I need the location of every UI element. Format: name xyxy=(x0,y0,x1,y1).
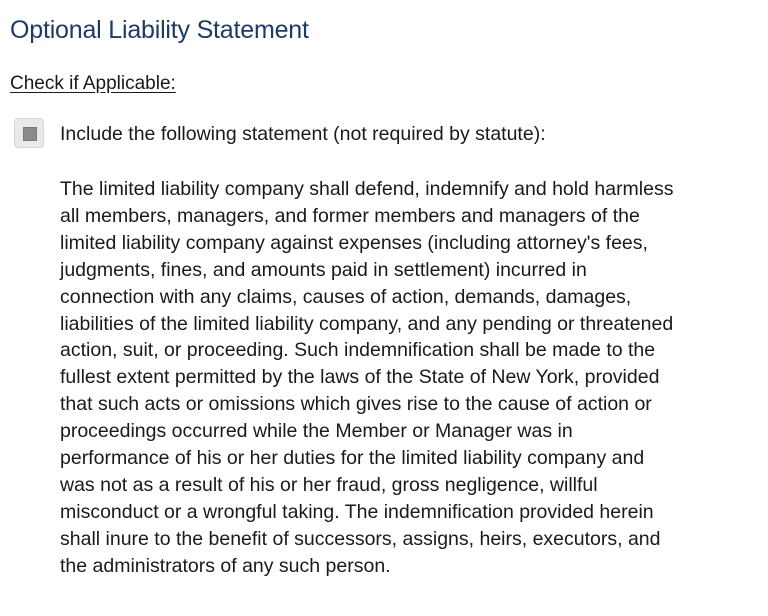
statement-line: fullest extent permitted by the laws of the State of New York, provided xyxy=(60,366,660,389)
statement-line: connection with any claims, causes of action, demands, damages, xyxy=(60,285,632,308)
statement-line: The limited liability company shall defend, indemnify and hold harmless xyxy=(60,178,674,200)
liability-statement-text xyxy=(60,176,765,580)
include-statement-checkbox[interactable] xyxy=(14,118,44,148)
statement-line: judgments, fines, and amounts paid in settlement) incurred in xyxy=(60,258,587,281)
statement-line: performance of his or her duties for the limited liability company and xyxy=(60,447,645,470)
statement-line: limited liability company against expenses (including attorney's fees, xyxy=(60,231,648,254)
include-statement-label[interactable]: Include the following statement (not required by statute): xyxy=(60,123,546,145)
statement-line: the administrators of any such person. xyxy=(60,554,391,577)
statement-line: was not as a result of his or her fraud, gross negligence, willful xyxy=(60,473,598,496)
statement-line: misconduct or a wrongful taking. The indemnification provided herein xyxy=(60,500,654,523)
checkbox-square-icon xyxy=(23,127,37,141)
statement-line: all members, managers, and former members and managers of the xyxy=(60,204,640,227)
statement-line: liabilities of the limited liability company, and any pending or threatened xyxy=(60,312,674,335)
statement-line: proceedings occurred while the Member or Manager was in xyxy=(60,420,573,443)
statement-line: that such acts or omissions which gives rise to the cause of action or xyxy=(60,393,652,416)
statement-line: shall inure to the benefit of successors, assigns, heirs, executors, and xyxy=(60,527,661,550)
section-title: Optional Liability Statement xyxy=(10,16,309,44)
statement-line: action, suit, or proceeding. Such indemnification shall be made to the xyxy=(60,339,656,362)
check-if-applicable-label: Check if Applicable: xyxy=(10,73,176,94)
